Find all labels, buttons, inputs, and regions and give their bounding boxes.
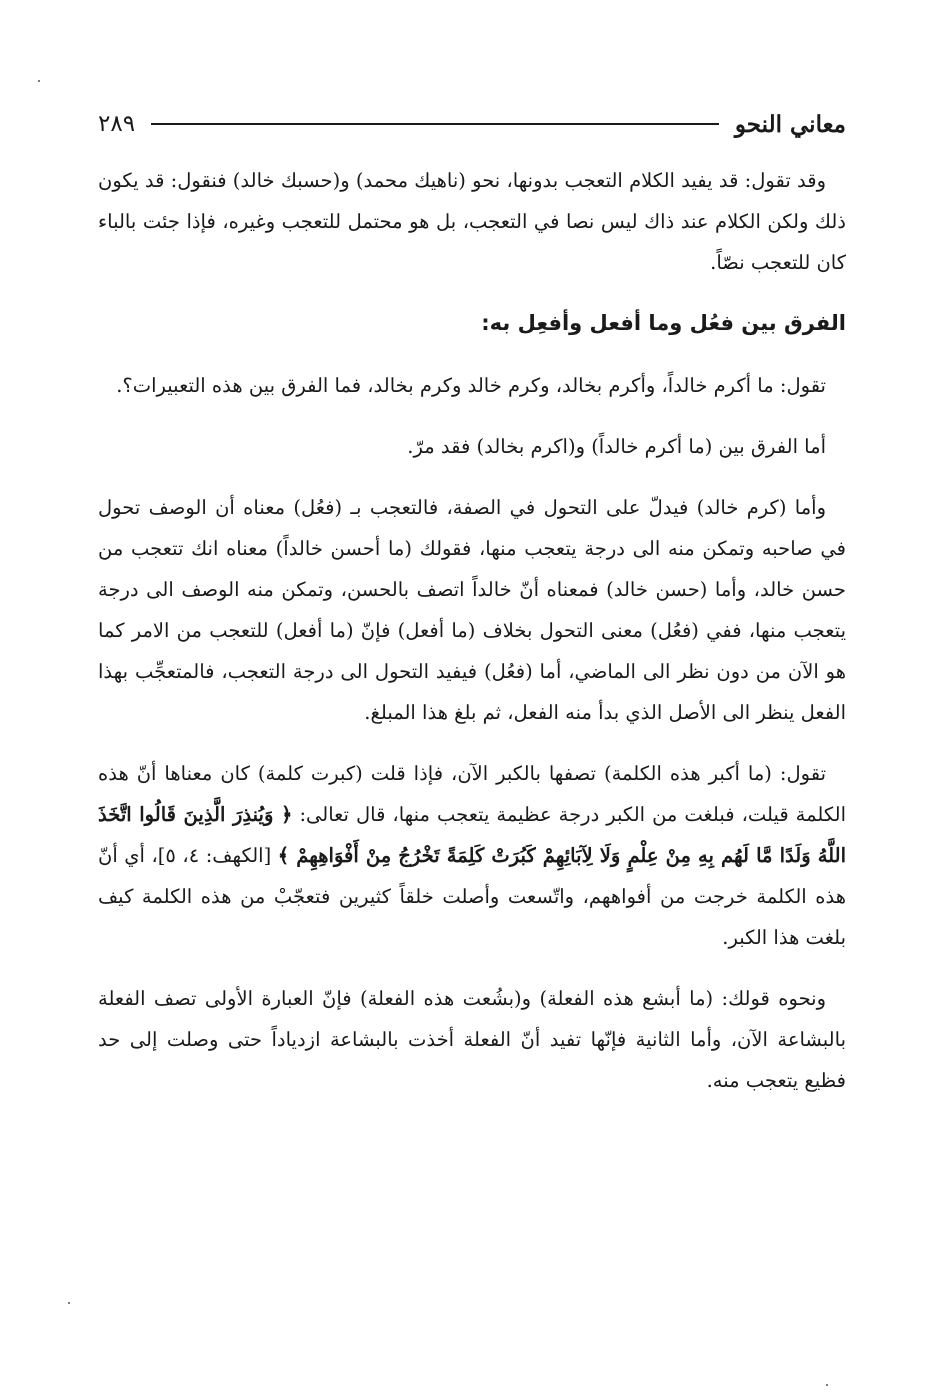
scan-speck [38,80,40,82]
paragraph-2: تقول: ما أكرم خالداً، وأكرم بخالد، وكرم خالد وكرم بخالد، فما الفرق بين هذه التعبيرات؟. [116,374,826,397]
paragraph-4: وأما (كرم خالد) فيدلّ على التحول في الصفة، فالتعجب بـ (فعُل) معناه أن الوصف تحول في صاحبه وتمكن منه الى درجة يتعجب منها، فقولك (ما أحسن خالداً) معناه انك تتعجب من حسن خالد، وأما (حسن خالد) فمعناه أنّ خالداً اتصف بالحسن، وتمكن منه الوصف الى درجة يتعجب منها، ففي (فعُل) معنى التحول بخلاف (ما أفعل) فإنّ (ما أفعل) للتعجب من الامر كما هو الآن من دون نظر الى الماضي، أما (فعُل) فيفيد التحول الى درجة التعجب، فالمتعجِّب بهذا الفعل ينظر الى الأصل الذي بدأ منه الفعل، ثم بلغ هذا المبلغ. [98,496,846,724]
paragraph-1: وقد تقول: قد يفيد الكلام التعجب بدونها، نحو (ناهيك محمد) و(حسبك خالد) فنقول: قد يكون ذلك ولكن الكلام عند ذاك ليس نصا في التعجب، بل هو محتمل للتعجب وغيره، فإذا جئت بالباء كان للتعجب نصّاً. [98,169,846,274]
paragraph-5-outro: [الكهف: ٤، ٥]، أي أنّ هذه الكلمة خرجت من أفواههم، واتّسعت وأصلت خلقاً كثيرين فتعجّبْ من هذه الكلمة كيف بلغت هذا الكبر. [98,844,846,949]
page-header [98,104,846,144]
page-body [98,160,846,1121]
paragraph-5-intro: تقول: (ما أكبر هذه الكلمة) تصفها بالكبر الآن، فإذا قلت (كبرت كلمة) كان معناها أنّ هذه الكلمة قيلت، فبلغت من الكبر درجة عظيمة يتعجب منها، قال تعالى: [98,762,846,826]
paragraph-5 [98,753,846,958]
quranic-verse: ﴿ وَيُنذِرَ الَّذِينَ قَالُوا اتَّخَذَ اللَّهُ وَلَدًا مَّا لَهُم بِهِ مِنْ عِلْمٍ وَلَا لِآبَائِهِمْ كَبُرَتْ كَلِمَةً تَخْرُجُ مِنْ أَفْوَاهِهِمْ ﴾ [98,803,846,867]
scan-speck [68,1302,70,1304]
running-title: معاني النحو [734,110,846,138]
header-rule [151,123,719,125]
section-heading: الفرق بين فعُل وما أفعل وأفعِل به: [481,311,846,335]
paragraph-3: أما الفرق بين (ما أكرم خالداً) و(اكرم بخالد) فقد مرّ. [407,435,826,458]
paragraph-6: ونحوه قولك: (ما أبشع هذه الفعلة) و(بشُعت هذه الفعلة) فإنّ العبارة الأولى تصف الفعلة بالبشاعة الآن، وأما الثانية فإنّها تفيد أنّ الفعلة أخذت بالبشاعة ازدياداً حتى وصلت إلى حد فظيع يتعجب منه. [98,987,846,1092]
page-number: ٢٨٩ [98,111,136,137]
scan-speck [826,1384,828,1386]
